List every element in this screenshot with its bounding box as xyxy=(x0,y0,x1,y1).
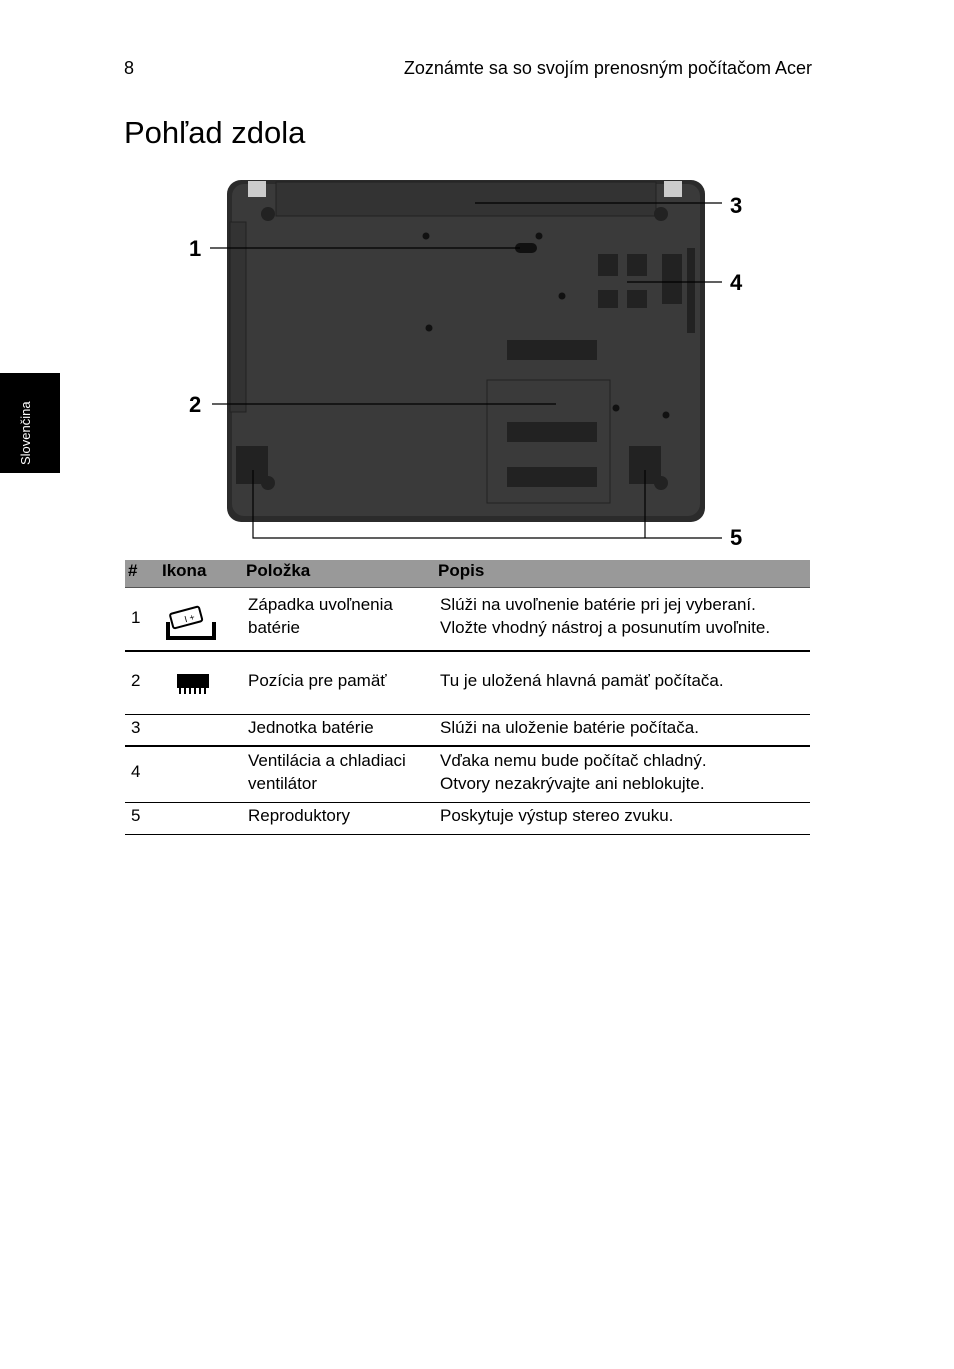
table-row xyxy=(125,747,810,803)
item-name: Západka uvoľnenia xyxy=(248,595,393,614)
svg-text:I +: I + xyxy=(183,611,196,625)
table-row xyxy=(125,803,810,835)
table-row xyxy=(125,715,810,747)
row-number: 4 xyxy=(131,762,141,781)
item-description: Slúži na uloženie batérie počítača. xyxy=(440,718,699,737)
table-row xyxy=(125,652,810,715)
laptop-bottom-view-figure xyxy=(0,0,954,560)
item-name-line2: batérie xyxy=(248,618,300,637)
row-number: 2 xyxy=(131,671,141,690)
row-number: 1 xyxy=(131,608,141,627)
callout-5: 5 xyxy=(730,525,743,550)
item-description-line2: Otvory nezakrývajte ani neblokujte. xyxy=(440,774,705,793)
laptop-body xyxy=(227,180,705,522)
page-number: 8 xyxy=(124,58,135,78)
item-description: Slúži na uvoľnenie batérie pri jej vyberaní. xyxy=(440,595,756,614)
running-header: Zoznámte sa so svojím prenosným počítačom Acer xyxy=(403,58,812,78)
item-name: Jednotka batérie xyxy=(248,718,374,737)
header-icon: Ikona xyxy=(162,561,207,580)
item-description: Tu je uložená hlavná pamäť počítača. xyxy=(440,671,724,690)
battery-release-icon xyxy=(162,604,216,648)
item-name: Ventilácia a chladiaci xyxy=(248,751,406,770)
item-description-line2: Vložte vhodný nástroj a posunutím uvoľnite. xyxy=(440,618,771,637)
callout-3: 3 xyxy=(730,193,743,218)
table-row xyxy=(125,588,810,652)
row-number: 5 xyxy=(131,806,141,825)
header-description: Popis xyxy=(438,561,485,580)
language-tab-label: Slovenčina xyxy=(18,401,33,465)
item-name: Reproduktory xyxy=(248,806,351,825)
page-title: Pohľad zdola xyxy=(124,115,306,150)
item-name-line2: ventilátor xyxy=(248,774,317,793)
components-table xyxy=(125,560,810,835)
callout-4: 4 xyxy=(730,270,743,295)
header-num: # xyxy=(128,561,138,580)
memory-icon xyxy=(175,672,211,702)
callout-2: 2 xyxy=(189,392,202,417)
item-name: Pozícia pre pamäť xyxy=(248,671,387,690)
item-description: Vďaka nemu bude počítač chladný. xyxy=(440,751,707,770)
table-header xyxy=(125,560,810,588)
row-number: 3 xyxy=(131,718,141,737)
callout-1: 1 xyxy=(189,236,202,261)
item-description: Poskytuje výstup stereo zvuku. xyxy=(440,806,674,825)
header-item: Položka xyxy=(246,561,311,580)
